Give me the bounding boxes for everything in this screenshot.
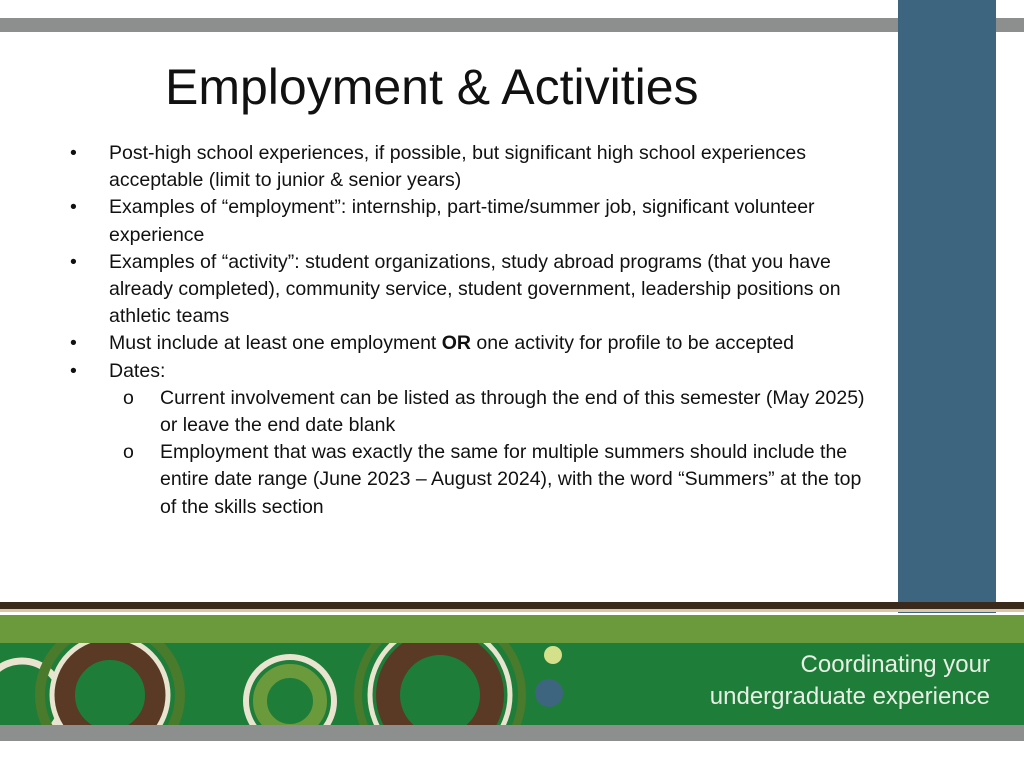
sub-bullet-marker: o xyxy=(123,386,134,409)
bullet-marker: • xyxy=(70,142,77,164)
bullet-item xyxy=(62,358,882,521)
sub-bullet-list xyxy=(109,385,882,521)
bullet-emphasis: OR xyxy=(441,332,472,355)
footer-banner xyxy=(0,643,1024,725)
bullet-item xyxy=(62,194,882,248)
footer-gray-bar xyxy=(0,725,1024,741)
footer-accent-line xyxy=(0,609,1024,612)
tagline-line-1: Coordinating your xyxy=(800,651,990,678)
bullet-text: Examples of “employment”: internship, part-time/summer job, significant volunteer experience xyxy=(109,196,815,246)
sub-bullet-item xyxy=(109,385,882,439)
top-gray-bar xyxy=(0,18,1024,32)
bullet-marker: • xyxy=(70,359,77,382)
bullet-text: Dates: xyxy=(109,359,166,382)
side-blue-column xyxy=(898,0,996,613)
sub-bullet-text: Employment that was exactly the same for multiple summers should include the entire date range (June 2023 – August 2024), with the word “Summers” at the top of the skills section xyxy=(160,441,862,518)
bullet-text-after: one activity for profile to be accepted xyxy=(471,332,795,355)
bullet-item xyxy=(62,330,882,357)
sub-bullet-item xyxy=(109,439,882,521)
bullet-item xyxy=(62,249,882,331)
tagline-line-2: undergraduate experience xyxy=(709,683,990,710)
bullet-text-before: Must include at least one employment xyxy=(109,332,442,355)
bullet-list xyxy=(62,140,882,521)
bullet-item xyxy=(62,140,882,194)
sub-bullet-marker: o xyxy=(123,441,134,464)
bullet-marker: • xyxy=(70,250,77,273)
footer-brown-line xyxy=(0,602,1024,609)
bullet-marker: • xyxy=(70,196,77,219)
footer-tagline xyxy=(710,649,990,713)
footer-light-green-band xyxy=(0,615,1024,643)
sub-bullet-text: Current involvement can be listed as through the end of this semester (May 2025) or leave the end date blank xyxy=(160,386,865,437)
bullet-text: Post-high school experiences, if possible, but significant high school experiences acceptable (limit to junior & senior years) xyxy=(109,142,806,192)
slide-title: Employment & Activities xyxy=(165,59,699,115)
bullet-text: Examples of “activity”: student organizations, study abroad programs (that you have already completed), community service, student government, leadership positions on athletic teams xyxy=(109,250,841,328)
footer-bottom-strip xyxy=(0,741,1024,768)
bullet-marker: • xyxy=(70,332,77,355)
slide-body xyxy=(62,140,882,521)
